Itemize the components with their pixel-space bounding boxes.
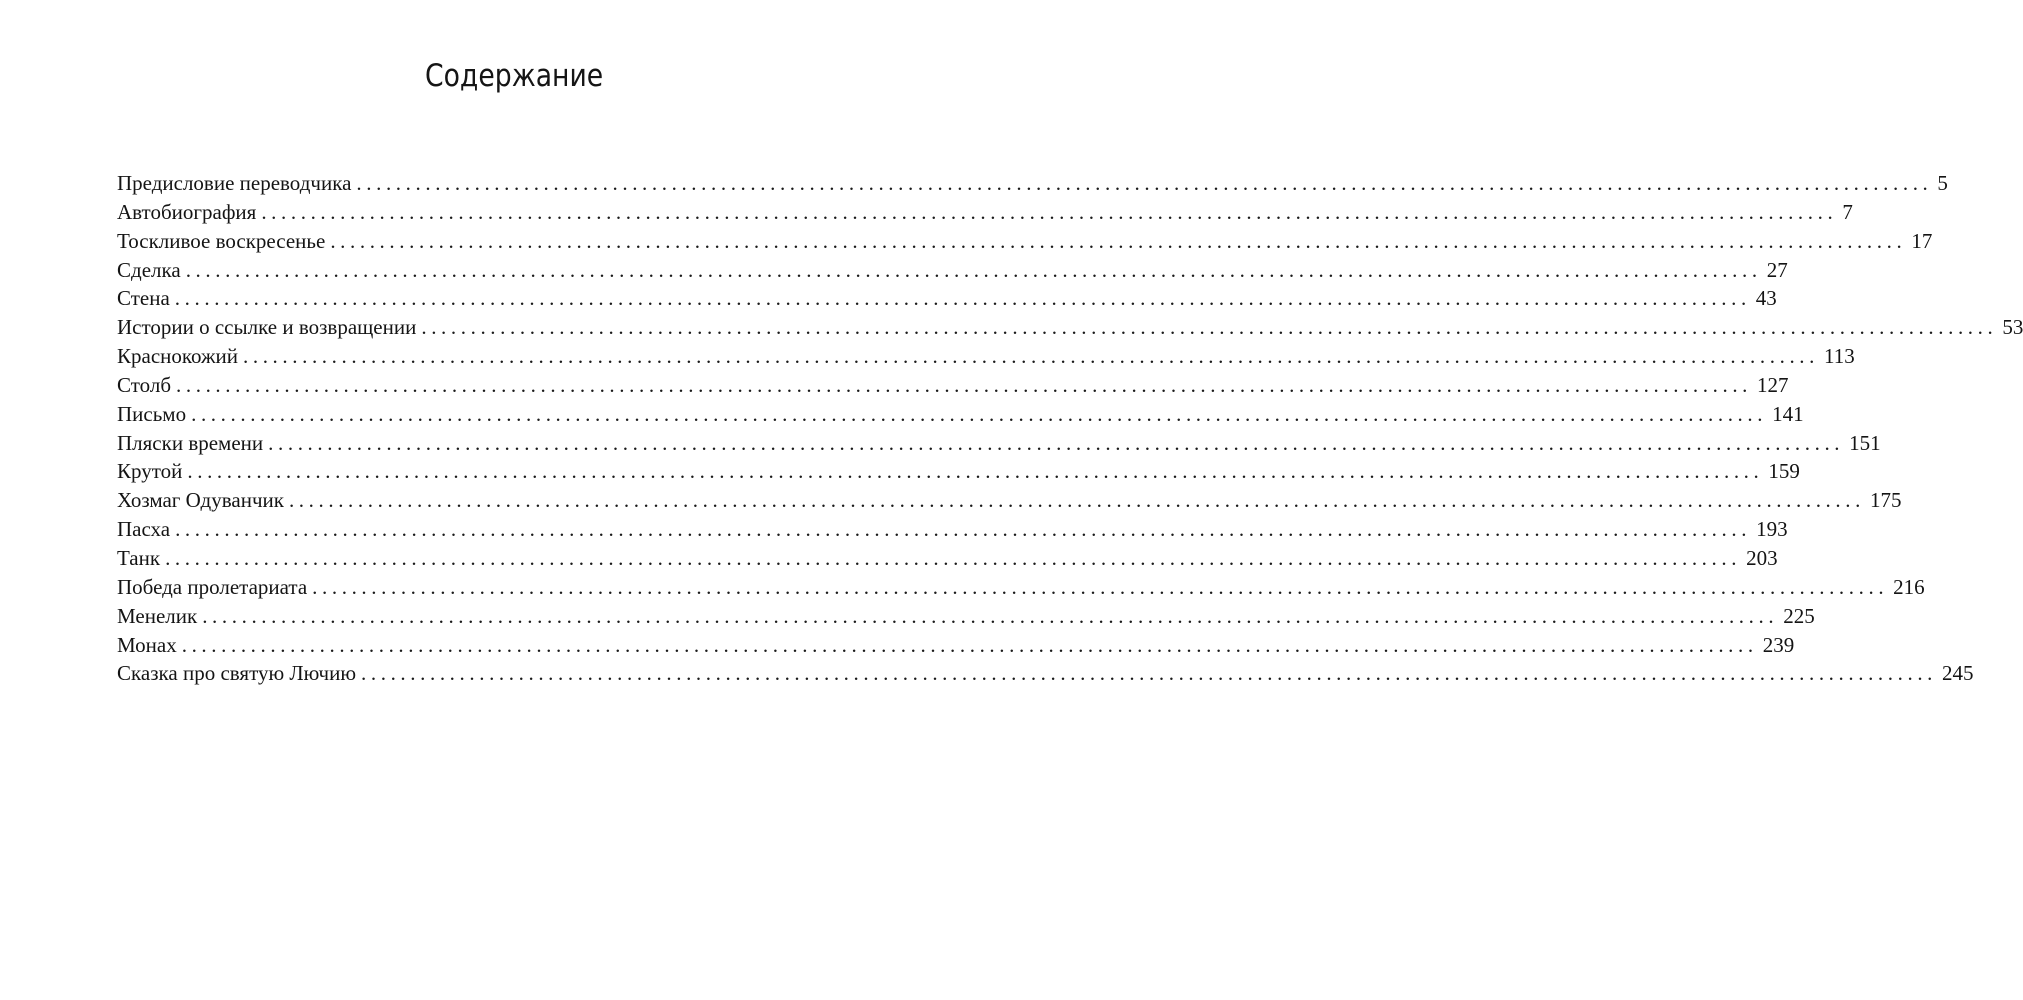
toc-entry-label: Монах	[117, 632, 177, 657]
toc-entry	[117, 603, 1815, 633]
dot-leader: ................................................................................................................................................................	[191, 401, 1768, 426]
toc-entry-page: 239	[1762, 632, 1795, 657]
toc-entry	[117, 199, 1853, 229]
toc-entry-page: 151	[1849, 430, 1881, 455]
toc-entry-label: Танк	[117, 545, 161, 570]
toc-entry	[117, 315, 2023, 344]
toc-entry-label: Истории о ссылке и возвращении	[117, 315, 417, 340]
toc-entry-label: Краснокожий	[117, 344, 238, 369]
dot-leader: ................................................................................................................................................................	[174, 286, 1751, 311]
toc-entry-label: Автобиография	[117, 199, 257, 224]
toc-entry-label: Сделка	[117, 257, 181, 282]
toc-entry-label: Крутой	[117, 459, 183, 484]
toc-entry-page: 7	[1842, 199, 1853, 224]
toc-entry-label: Столб	[117, 372, 172, 397]
toc-entry-page: 193	[1756, 517, 1788, 542]
toc-entry-page: 113	[1824, 344, 1855, 369]
toc-entry	[117, 545, 1778, 575]
toc-entry	[117, 459, 1800, 488]
toc-entry	[117, 517, 1788, 546]
toc-entry-page: 43	[1755, 286, 1777, 311]
dot-leader: ................................................................................................................................................................	[356, 171, 1933, 195]
dot-leader: ................................................................................................................................................................	[187, 459, 1764, 484]
toc-entry	[117, 401, 1804, 431]
dot-leader: ................................................................................................................................................................	[181, 632, 1758, 657]
toc-entry	[117, 632, 1795, 662]
dot-leader: ................................................................................................................................................................	[185, 257, 1762, 282]
toc-entry-label: Хозмаг Одуванчик	[117, 488, 284, 513]
dot-leader: ................................................................................................................................................................	[202, 603, 1779, 628]
toc-entry	[117, 430, 1881, 460]
toc-entry-label: Тоскливое воскресенье	[117, 228, 326, 253]
toc-entry	[117, 228, 1933, 258]
dot-leader: ................................................................................................................................................................	[361, 661, 1938, 686]
dot-leader: ................................................................................................................................................................	[165, 545, 1742, 570]
toc-entry	[117, 574, 1925, 604]
toc-entry-page: 53	[2002, 315, 2023, 340]
toc-entry-page: 175	[1869, 488, 1902, 513]
toc-entry	[117, 171, 1948, 200]
dot-leader: ................................................................................................................................................................	[421, 315, 1998, 340]
toc-entry	[117, 286, 1777, 315]
toc-entry-page: 245	[1942, 661, 1974, 686]
table-of-contents	[117, 171, 2023, 690]
toc-entry-label: Пасха	[117, 517, 171, 542]
toc-entry-page: 159	[1768, 459, 1800, 484]
toc-entry-label: Сказка про святую Лючию	[117, 661, 357, 686]
dot-leader: ................................................................................................................................................................	[268, 430, 1845, 455]
toc-entry-label: Победа пролетариата	[117, 574, 308, 599]
dot-leader: ................................................................................................................................................................	[175, 517, 1752, 542]
page-title: Содержание	[424, 58, 603, 94]
dot-leader: ................................................................................................................................................................	[312, 574, 1889, 599]
toc-entry	[117, 488, 1902, 517]
dot-leader: ................................................................................................................................................................	[288, 488, 1865, 513]
toc-entry-label: Пляски времени	[117, 430, 264, 455]
dot-leader: ................................................................................................................................................................	[330, 228, 1907, 253]
toc-entry-page: 216	[1893, 574, 1925, 599]
toc-entry	[117, 661, 1974, 690]
toc-entry	[117, 257, 1788, 287]
toc-entry	[117, 344, 1855, 373]
toc-entry-page: 141	[1772, 401, 1804, 426]
toc-entry-label: Письмо	[117, 401, 187, 426]
toc-entry-page: 225	[1783, 603, 1815, 628]
dot-leader: ................................................................................................................................................................	[176, 372, 1753, 397]
toc-entry-page: 17	[1911, 228, 1933, 253]
toc-entry-label: Стена	[117, 286, 170, 311]
toc-entry-label: Предисловие переводчика	[117, 171, 352, 195]
toc-entry	[117, 372, 1789, 402]
dot-leader: ................................................................................................................................................................	[243, 344, 1819, 369]
dot-leader: ................................................................................................................................................................	[261, 199, 1838, 224]
toc-entry-page: 127	[1757, 372, 1789, 397]
toc-entry-label: Менелик	[117, 603, 198, 628]
toc-entry-page: 27	[1766, 257, 1788, 282]
toc-entry-page: 5	[1937, 171, 1948, 195]
toc-entry-page: 203	[1746, 545, 1778, 570]
